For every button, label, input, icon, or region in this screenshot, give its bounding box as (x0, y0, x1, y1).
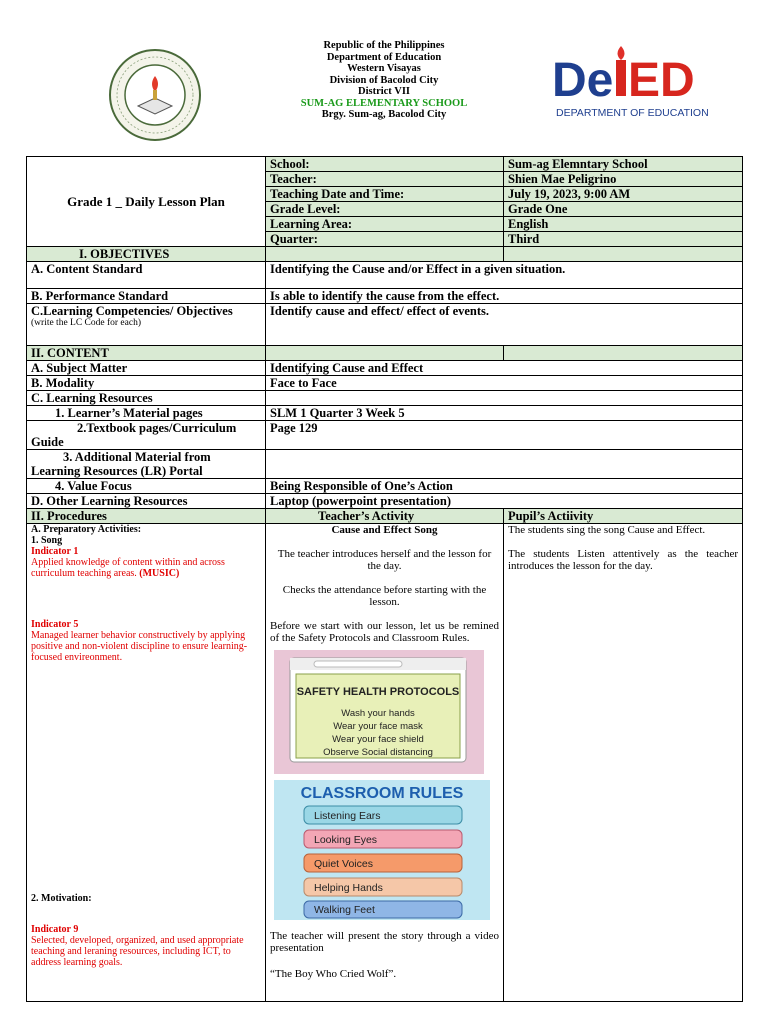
indicator-1-desc: Applied knowledge of content within and across curriculum teaching areas. (31, 557, 225, 579)
teacher-intro-text: The teacher introduces herself and the lesson for the day. (277, 548, 492, 572)
lm-label: 1. Learner’s Material pages (27, 406, 266, 421)
value-focus-value: Being Responsible of One’s Action (266, 479, 743, 494)
rule-item: Helping Hands (314, 882, 383, 894)
info-label: Grade Level: (266, 202, 504, 217)
lm-value: SLM 1 Quarter 3 Week 5 (266, 406, 743, 421)
info-value: English (504, 217, 743, 232)
modality-label: B. Modality (27, 376, 266, 391)
story-title: “The Boy Who Cried Wolf”. (270, 968, 397, 980)
svg-text:De: De (552, 54, 614, 107)
pupil-listen-text: The students Listen attentively as the teacher introduces the lesson for the day. (508, 548, 738, 572)
classroom-rules-image (274, 780, 490, 920)
school-name: SUM-AG ELEMENTARY SCHOOL (300, 97, 468, 109)
teacher-activity-cell (266, 524, 504, 1002)
content-heading: II. CONTENT (27, 346, 266, 361)
safety-item: Observe Social distancing (323, 747, 433, 758)
info-value: Third (504, 232, 743, 247)
school-seal-logo (108, 48, 202, 142)
other-resources-label: D. Other Learning Resources (27, 494, 266, 509)
rule-item: Walking Feet (314, 904, 375, 916)
info-label: Quarter: (266, 232, 504, 247)
modality-value: Face to Face (266, 376, 743, 391)
info-label: Teacher: (266, 172, 504, 187)
other-resources-value: Laptop (powerpoint presentation) (266, 494, 743, 509)
value-focus-label: 4. Value Focus (27, 479, 266, 494)
competencies-label: C.Learning Competencies/ Objectives (31, 304, 233, 318)
competencies-label-cell (27, 304, 266, 346)
pupil-activity-cell (504, 524, 743, 1002)
safety-protocols-image (274, 650, 484, 774)
info-value: Sum-ag Elemntary School (504, 157, 743, 172)
textbook-label: 2.Textbook pages/Curriculum Guide (27, 421, 266, 450)
svg-text:ED: ED (628, 54, 695, 107)
info-value: Grade One (504, 202, 743, 217)
safety-item: Wash your hands (341, 708, 415, 719)
indicator-5-title: Indicator 5 (31, 619, 79, 630)
header-line: Western Visayas (347, 63, 421, 74)
indicator-9-text: Selected, developed, organized, and used appropriate teaching and leraning resources, including ICT, to address learning goals. (31, 935, 244, 968)
procedures-heading: II. Procedures (27, 509, 266, 524)
song-step: 1. Song (31, 535, 63, 546)
competencies-value: Identify cause and effect/ effect of events. (266, 304, 743, 346)
school-address: Brgy. Sum-ag, Bacolod City (321, 109, 447, 120)
header-line: Division of Bacolod City (329, 74, 439, 86)
prep-activities: A. Preparatory Activities: (31, 524, 142, 535)
header-line: Republic of the Philippines (323, 40, 445, 51)
safety-item: Wear your face mask (333, 721, 423, 732)
safety-item: Wear your face shield (332, 734, 424, 745)
additional-label: 3. Additional Material from Learning Resources (LR) Portal (27, 450, 266, 479)
indicator-1-title: Indicator 1 (31, 546, 79, 557)
motivation-step: 2. Motivation: (31, 893, 92, 904)
protocols-intro-text: Before we start with our lesson, let us be remined of the Safety Protocols and Classroom Rules. (270, 620, 499, 644)
info-label: Teaching Date and Time: (266, 187, 504, 202)
resources-label: C. Learning Resources (27, 391, 266, 406)
info-value: Shien Mae Peligrino (504, 172, 743, 187)
procedure-steps-cell (27, 524, 266, 1002)
content-standard-label: A. Content Standard (27, 262, 266, 289)
indicator-1-text (31, 557, 261, 579)
rule-item: Quiet Voices (314, 858, 373, 870)
info-label: School: (266, 157, 504, 172)
video-presentation-text: The teacher will present the story through a video presentation (270, 930, 499, 954)
info-label: Learning Area: (266, 217, 504, 232)
textbook-value: Page 129 (266, 421, 743, 450)
attendance-text: Checks the attendance before starting with the lesson. (282, 584, 487, 608)
rule-item: Listening Ears (314, 810, 381, 822)
pupil-song-text: The students sing the song Cause and Effect. (508, 524, 706, 536)
content-standard-value: Identifying the Cause and/or Effect in a given situation. (266, 262, 743, 289)
performance-standard-value: Is able to identify the cause from the effect. (266, 289, 743, 304)
pupil-activity-heading: Pupil’s Actiivity (504, 509, 743, 524)
deped-subtitle: DEPARTMENT OF EDUCATION (556, 107, 709, 119)
song-title: Cause and Effect Song (331, 524, 438, 536)
subject-value: Identifying Cause and Effect (266, 361, 743, 376)
header-line: District VII (357, 86, 410, 97)
competencies-note: (write the LC Code for each) (31, 318, 141, 328)
rules-title: CLASSROOM RULES (300, 785, 464, 802)
objectives-heading: I. OBJECTIVES (27, 247, 266, 262)
indicator-1-tag: (MUSIC) (139, 568, 180, 579)
header-line: Department of Education (326, 51, 442, 63)
deped-logo (552, 44, 712, 124)
safety-title: SAFETY HEALTH PROTOCOLS (296, 686, 460, 698)
indicator-9-title: Indicator 9 (31, 924, 79, 935)
info-value: July 19, 2023, 9:00 AM (504, 187, 743, 202)
teacher-activity-heading: Teacher’s Activity (266, 509, 504, 524)
lesson-plan-table (26, 156, 743, 1002)
performance-standard-label: B. Performance Standard (27, 289, 266, 304)
rule-item: Looking Eyes (314, 834, 378, 846)
plan-title: Grade 1 _ Daily Lesson Plan (27, 157, 266, 247)
indicator-5-text: Managed learner behavior constructively by applying positive and non-violent discipline to ensure learning-focused envireonment. (31, 630, 248, 663)
subject-label: A. Subject Matter (27, 361, 266, 376)
